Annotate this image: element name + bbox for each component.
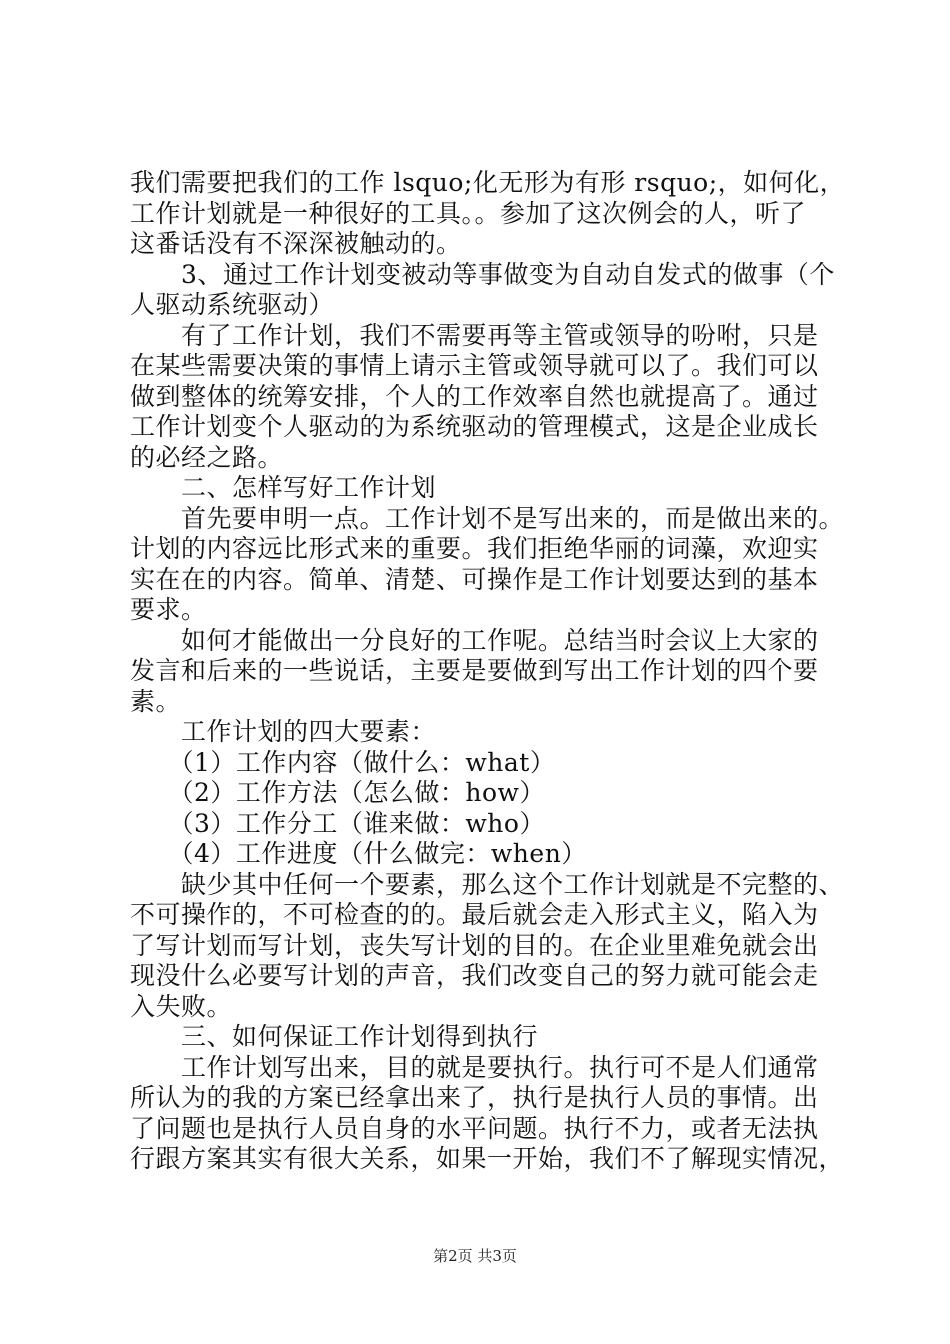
text-line: 了写计划而写计划，丧失写计划的目的。在企业里难免就会出 (130, 930, 819, 960)
text-line: 人驱动系统驱动） (130, 290, 335, 319)
text-line: 行跟方案其实有很大关系，如果一开始，我们不了解现实情况， (130, 1144, 845, 1173)
list-item: （3）工作分工（谁来做：who） (130, 808, 545, 838)
text-line: 如何才能做出一分良好的工作呢。总结当时会议上大家的 (130, 625, 819, 655)
text-line: 工作计划写出来，目的就是要执行。执行可不是人们通常 (130, 1052, 819, 1082)
document-body (130, 168, 846, 1175)
text-line: 3、通过工作计划变被动等事做变为自动自发式的做事（个 (130, 259, 835, 289)
text-line: 发言和后来的一些说话，主要是要做到写出工作计划的四个要 (130, 656, 819, 685)
section-heading: 二、怎样写好工作计划 (130, 473, 437, 502)
text-line: 有了工作计划，我们不需要再等主管或领导的吩咐，只是 (130, 320, 819, 350)
text-line: 素。 (130, 686, 182, 716)
text-line: 这番话没有不深深被触动的。 (130, 229, 462, 258)
text-line: 现没什么必要写计划的声音，我们改变自己的努力就可能会走 (130, 961, 819, 990)
text-line: 首先要申明一点。工作计划不是写出来的，而是做出来的。 (130, 503, 845, 533)
list-item: （2）工作方法（怎么做：how） (130, 778, 545, 807)
page-footer (0, 1245, 950, 1266)
text-line: 的必经之路。 (130, 442, 284, 472)
list-heading: 工作计划的四大要素： (130, 717, 437, 746)
text-line: 缺少其中任何一个要素，那么这个工作计划就是不完整的、 (130, 869, 845, 899)
text-line: 了问题也是执行人员自身的水平问题。执行不力，或者无法执 (130, 1113, 819, 1143)
text-line: 入失败。 (130, 991, 233, 1021)
text-line: 不可操作的，不可检查的的。最后就会走入形式主义，陷入为 (130, 900, 819, 929)
text-line: 要求。 (130, 595, 207, 624)
text-line: 所认为的我的方案已经拿出来了，执行是执行人员的事情。出 (130, 1083, 819, 1112)
text-line: 实在在的内容。简单、清楚、可操作是工作计划要达到的基本 (130, 564, 819, 594)
text-line: 工作计划就是一种很好的工具。。参加了这次例会的人，听了 (130, 198, 807, 228)
section-heading: 三、如何保证工作计划得到执行 (130, 1022, 539, 1051)
text-line: 我们需要把我们的工作 lsquo;化无形为有形 rsquo;，如何化， (130, 168, 846, 197)
list-item: （4）工作进度（什么做完：when） (130, 839, 587, 868)
list-item: （1）工作内容（做什么：what） (130, 747, 556, 777)
text-line: 在某些需要决策的事情上请示主管或领导就可以了。我们可以 (130, 351, 819, 380)
page-indicator: 第2页 共3页 (433, 1247, 517, 1265)
text-line: 做到整体的统筹安排，个人的工作效率自然也就提高了。通过 (130, 381, 819, 411)
text-line: 计划的内容远比形式来的重要。我们拒绝华丽的词藻，欢迎实 (130, 534, 819, 563)
text-line: 工作计划变个人驱动的为系统驱动的管理模式，这是企业成长 (130, 412, 819, 441)
